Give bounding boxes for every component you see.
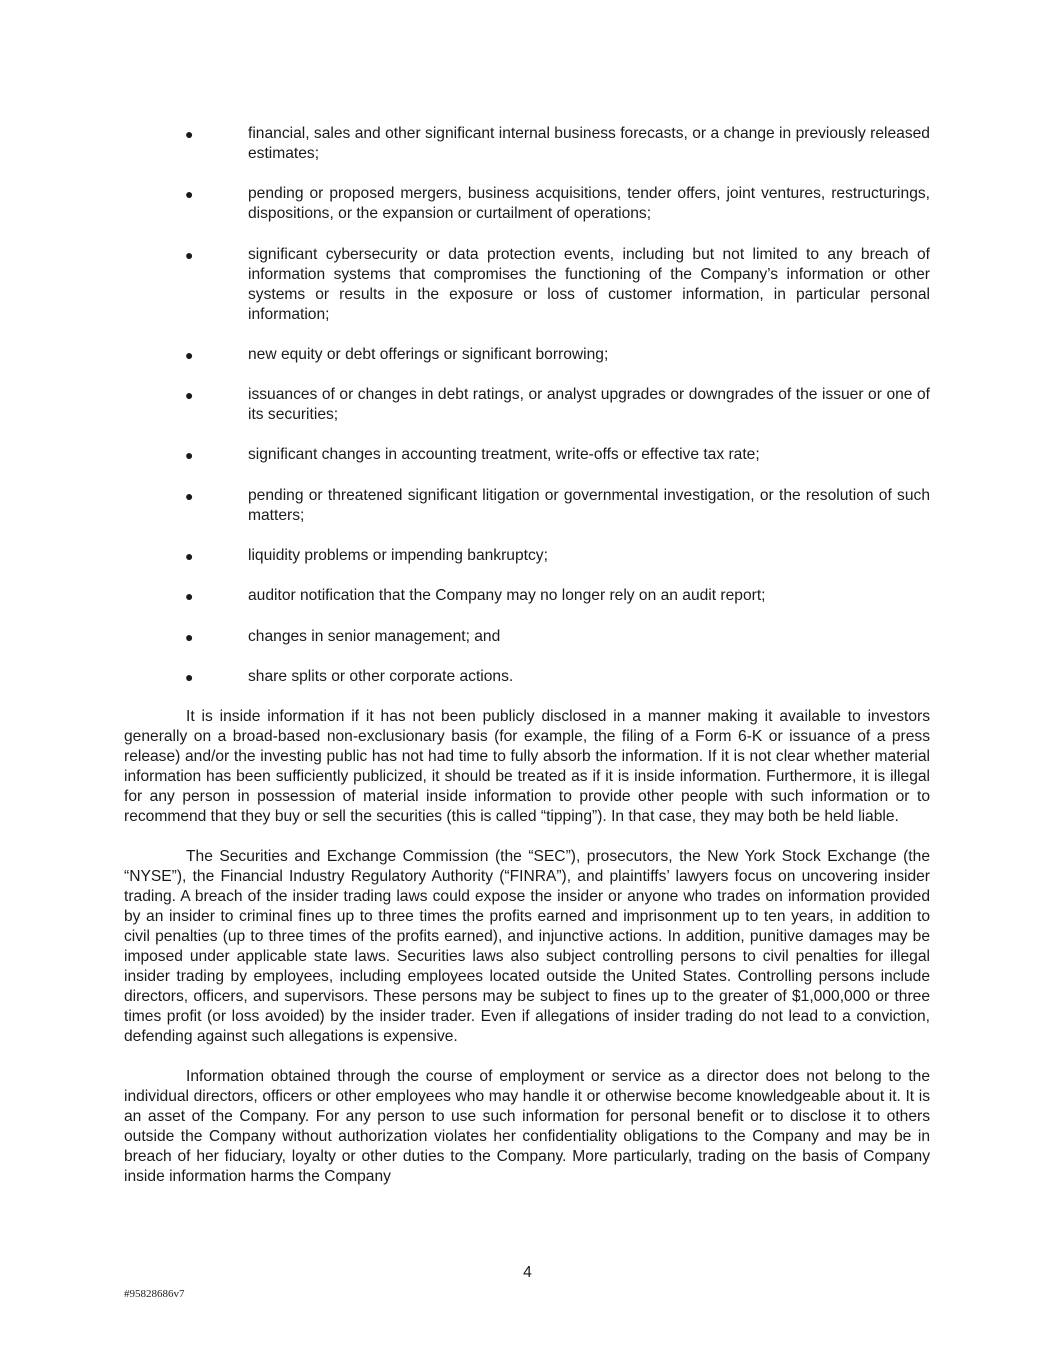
list-item-text: liquidity problems or impending bankruptcy; <box>248 547 548 565</box>
list-item <box>124 245 930 325</box>
list-item <box>124 345 930 365</box>
list-item <box>124 486 930 526</box>
bullet-icon: ● <box>185 126 194 142</box>
list-item-text: auditor notification that the Company may no longer rely on an audit report; <box>248 587 766 605</box>
list-item <box>124 385 930 425</box>
page-body <box>124 124 930 1207</box>
bullet-icon: ● <box>185 487 194 504</box>
list-item-text: pending or proposed mergers, business acquisitions, tender offers, joint ventures, restructurings, dispositions, or the expansion or curtailment of operations; <box>248 185 930 223</box>
material-information-examples-list <box>124 124 930 687</box>
bullet-icon: ● <box>185 447 194 464</box>
list-item-text: share splits or other corporate actions. <box>248 667 514 685</box>
list-item-text: significant changes in accounting treatment, write-offs or effective tax rate; <box>248 446 760 464</box>
list-item-text: new equity or debt offerings or significant borrowing; <box>248 345 609 363</box>
bullet-icon: ● <box>185 346 194 363</box>
list-item <box>124 546 930 566</box>
bullet-icon: ● <box>185 246 194 263</box>
bullet-icon: ● <box>185 628 194 645</box>
list-item-text: changes in senior management; and <box>248 627 501 645</box>
list-item <box>124 627 930 647</box>
bullet-icon: ● <box>185 548 194 565</box>
page-number: 4 <box>523 1264 532 1281</box>
bullet-icon: ● <box>185 387 194 404</box>
inside-information-paragraph: It is inside information if it has not been publicly disclosed in a manner making it available to investors generally on a broad-based non-exclusionary basis (for example, the filing of a Form 6-K or issuance of a press release) and/or the investing public has not had time to fully absorb the information. If it is not clear whether material information has been sufficiently publicized, it should be treated as if it is inside information. Furthermore, it is illegal for any person in possession of material inside information to provide other people with such information or to recommend that they buy or sell the securities (this is called “tipping”). In that case, they may both be held liable. <box>124 708 930 826</box>
list-item <box>124 445 930 465</box>
list-item <box>124 586 930 606</box>
list-item <box>124 184 930 224</box>
list-item-text: pending or threatened significant litigation or governmental investigation, or the resolution of such matters; <box>248 486 930 524</box>
list-item-text: significant cybersecurity or data protection events, including but not limited to any breach of information systems that compromises the functioning of the Company’s information or other systems or results in the exposure or loss of customer information, in particular personal information; <box>248 245 930 323</box>
bullet-icon: ● <box>185 668 194 685</box>
list-item <box>124 124 930 164</box>
bullet-icon: ● <box>185 186 194 203</box>
company-asset-paragraph: Information obtained through the course of employment or service as a director does not belong to the individual directors, officers or other employees who may handle it or otherwise become knowledgeable about it. It is an asset of the Company. For any person to use such information for personal benefit or to disclose it to others outside the Company without authorization violates her confidentiality obligations to the Company and may be in breach of her fiduciary, loyalty or other duties to the Company. More particularly, trading on the basis of Company inside information harms the Company <box>124 1068 930 1186</box>
list-item-text: financial, sales and other significant internal business forecasts, or a change in previously released estimates; <box>248 125 930 162</box>
list-item-text: issuances of or changes in debt ratings, or analyst upgrades or downgrades of the issuer or one of its securities; <box>248 386 930 424</box>
document-id: #95828686v7 <box>124 1288 185 1300</box>
bullet-icon: ● <box>185 588 194 605</box>
list-item <box>124 667 930 687</box>
enforcement-paragraph: The Securities and Exchange Commission (the “SEC”), prosecutors, the New York Stock Exchange (the “NYSE”), the Financial Industry Regulatory Authority (“FINRA”), and plaintiffs’ lawyers focus on uncovering insider trading. A breach of the insider trading laws could expose the insider or anyone who trades on information provided by an insider to criminal fines up to three times the profits earned and imprisonment up to ten years, in addition to civil penalties (up to three times of the profits earned), and injunctive actions. In addition, punitive damages may be imposed under applicable state laws. Securities laws also subject controlling persons to civil penalties for illegal insider trading by employees, including employees located outside the United States. Controlling persons include directors, officers, and supervisors. These persons may be subject to fines up to the greater of $1,000,000 or three times profit (or loss avoided) by the insider trader. Even if allegations of insider trading do not lead to a conviction, defending against such allegations is expensive. <box>124 848 930 1046</box>
